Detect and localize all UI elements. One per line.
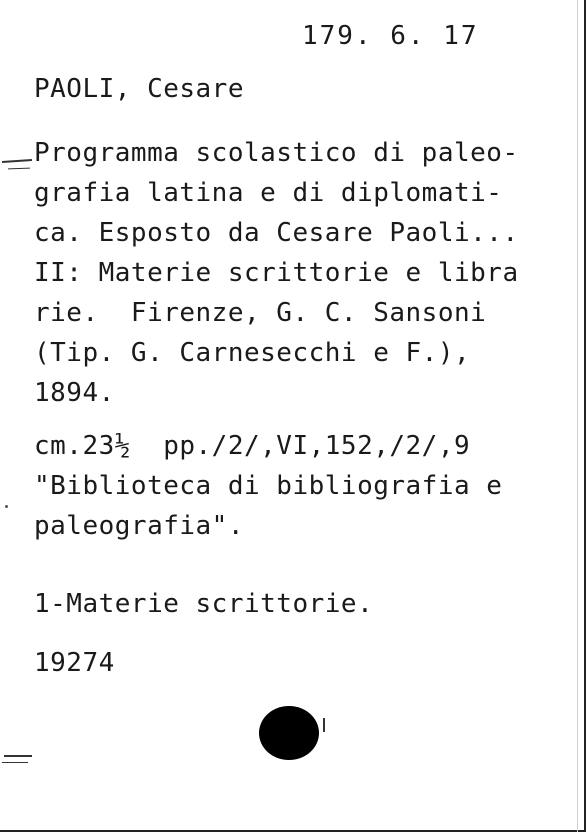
series-line: paleografia".	[34, 511, 244, 541]
title-line: 1894.	[34, 378, 115, 408]
title-line: II: Materie scrittorie e libra	[34, 258, 519, 288]
margin-mark	[323, 718, 325, 732]
call-number: 179. 6. 17	[302, 21, 479, 51]
title-line: grafia latina e di diplomati-	[34, 178, 503, 208]
title-line: Programma scolastico di paleo-	[34, 138, 519, 168]
subject-tracing: 1-Materie scrittorie.	[34, 589, 374, 619]
punch-hole	[259, 706, 319, 760]
margin-mark	[2, 762, 28, 763]
author-heading: PAOLI, Cesare	[34, 74, 244, 104]
title-line: rie. Firenze, G. C. Sansoni	[34, 298, 487, 328]
title-line: ca. Esposto da Cesare Paoli...	[34, 218, 519, 248]
margin-dot	[5, 505, 8, 508]
title-description	[34, 133, 519, 413]
collation-line: cm.23½ pp./2/,VI,152,/2/,9	[34, 431, 471, 461]
collation-and-series	[34, 426, 502, 546]
series-line: "Biblioteca di bibliografia e	[34, 471, 503, 501]
margin-mark	[4, 755, 32, 757]
title-line: (Tip. G. Carnesecchi e F.),	[34, 338, 471, 368]
card-edge-line	[577, 0, 578, 832]
accession-number: 19274	[34, 648, 115, 678]
margin-mark	[8, 168, 30, 170]
margin-mark	[2, 159, 32, 163]
